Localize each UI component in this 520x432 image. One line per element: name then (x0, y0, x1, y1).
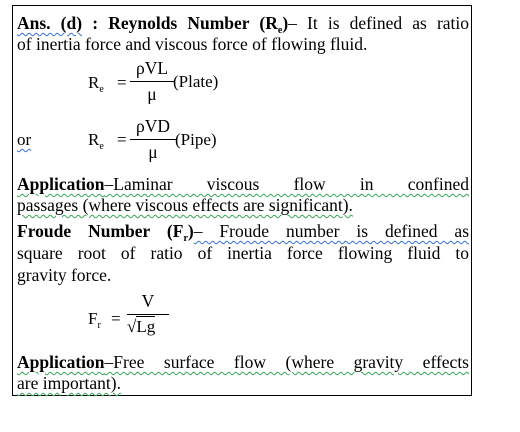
or-label: or (17, 130, 32, 149)
froude-numerator: V (141, 291, 155, 311)
answer-box (12, 5, 472, 396)
reynolds-definition-line: of inertia force and viscous force of flowing fluid. (17, 34, 368, 54)
froude-fraction-bar (127, 314, 169, 315)
froude-definition-line2: square root of ratio of inertia force flowing fluid to (17, 243, 469, 263)
pipe-lhs: $R_e$ (88, 130, 104, 152)
plate-numerator: ρVL (135, 58, 169, 78)
pipe-numerator: ρVD (135, 116, 170, 136)
reynolds-definition-start: – It is defined as ratio (288, 13, 470, 33)
plate-label: (Plate) (173, 72, 219, 91)
plate-equals: = (117, 73, 127, 92)
froude-application-line2: are important). (17, 373, 121, 393)
pipe-denominator: μ (148, 142, 158, 162)
plate-denominator: μ (147, 84, 157, 104)
answer-label: Ans. (d) : Reynolds Number $(R_e)$ (17, 13, 289, 36)
froude-lhs: $F_r$ (88, 309, 101, 331)
pipe-fraction-bar (130, 139, 176, 140)
reynolds-application-line2: passages (where viscous effects are significant). (17, 195, 353, 215)
plate-fraction-bar (130, 81, 174, 82)
froude-denominator: √Lg (127, 317, 156, 336)
sqrt-symbol: √ (127, 317, 137, 336)
froude-heading-line: Froude Number $(F_r)-$ Froude number is defined as (17, 221, 469, 244)
froude-equals: = (111, 309, 121, 328)
pipe-equals: = (117, 130, 127, 149)
froude-application-line1: Application–Free surface flow (where gravity effects (17, 352, 469, 372)
plate-lhs: $R_e$ (88, 73, 104, 95)
pipe-label: (Pipe) (175, 130, 217, 149)
froude-definition-line3: gravity force. (17, 265, 112, 285)
reynolds-application-line1: Application–Laminar viscous flow in confined (17, 174, 469, 194)
